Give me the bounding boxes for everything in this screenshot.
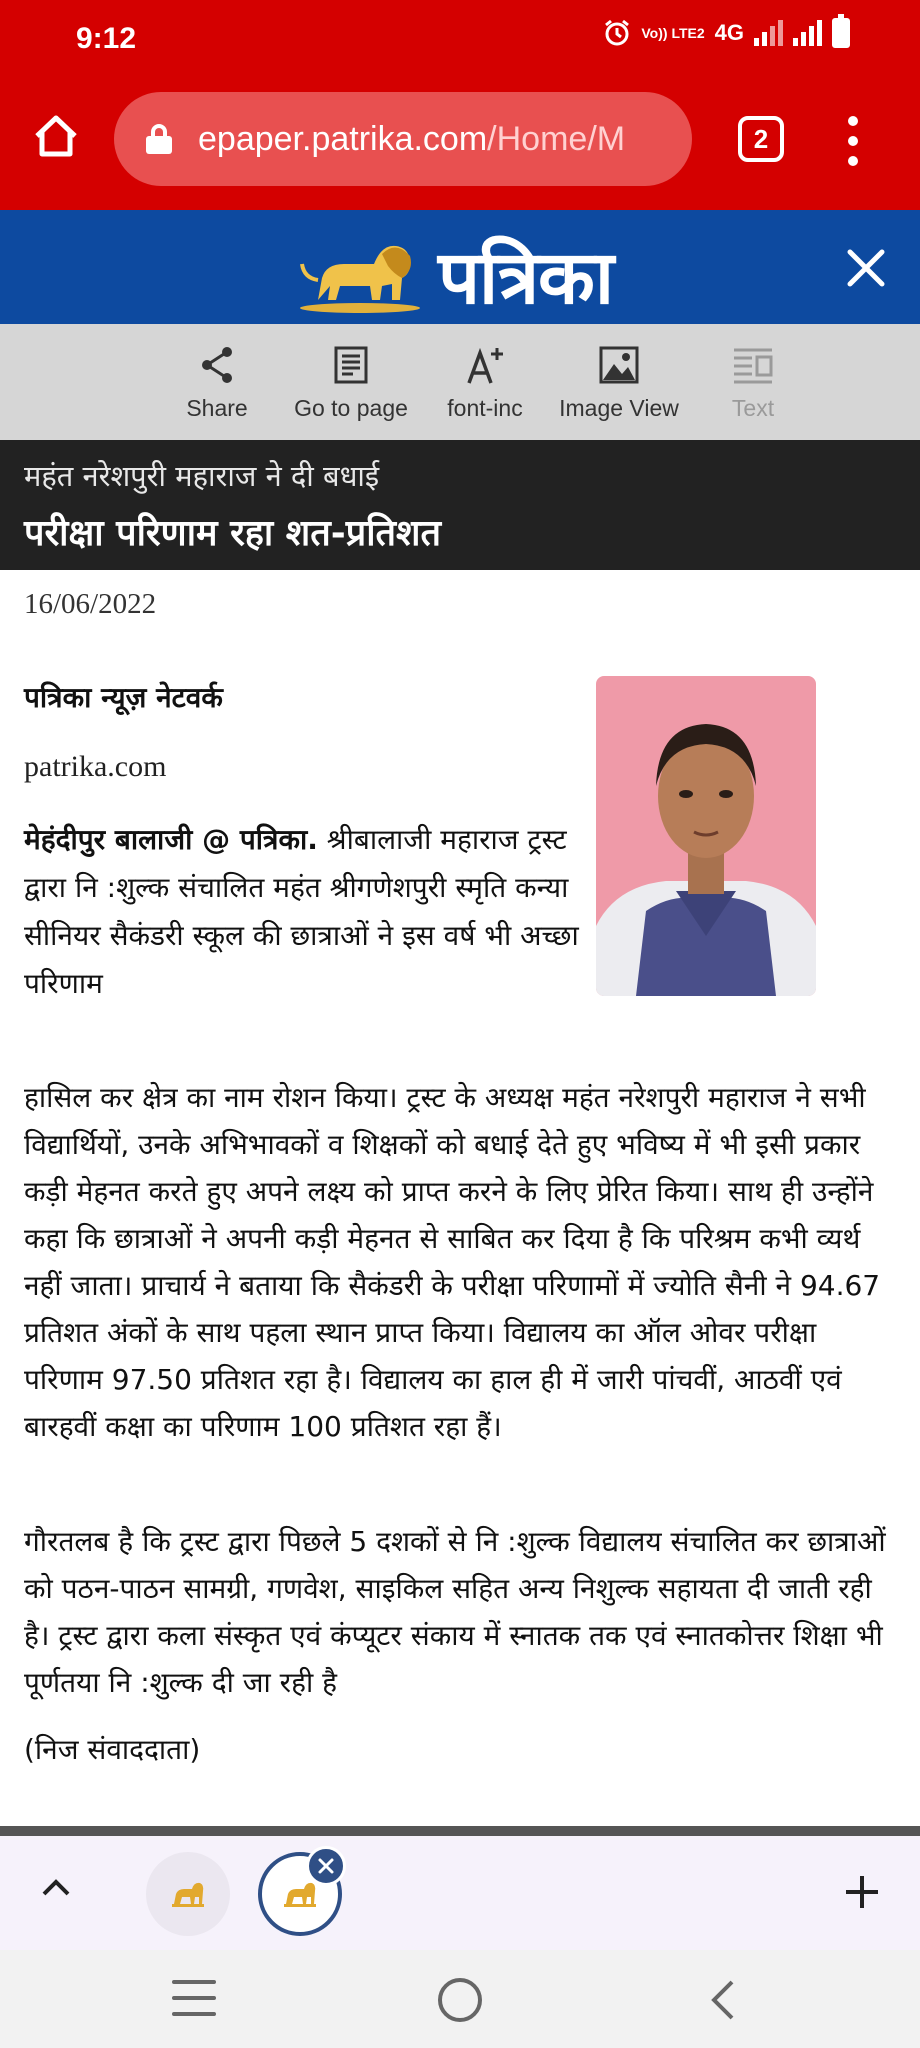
article-signoff: (निज संवाददाता) xyxy=(24,1733,201,1766)
address-bar[interactable] xyxy=(114,92,692,186)
network-label: 4G xyxy=(714,20,744,45)
status-time: 9:12 xyxy=(76,22,137,55)
patrika-logo[interactable] xyxy=(296,224,613,325)
student-portrait-image xyxy=(596,676,816,996)
share-icon xyxy=(199,345,235,385)
signal-icon xyxy=(754,20,783,46)
close-tab-button[interactable] xyxy=(306,1846,346,1886)
tab-thumbnail[interactable] xyxy=(146,1852,230,1936)
share-button[interactable]: Share xyxy=(150,324,284,440)
reader-toolbar xyxy=(0,324,920,440)
battery-icon xyxy=(832,18,850,48)
article-paragraph: हासिल कर क्षेत्र का नाम रोशन किया। ट्रस्ट के अध्यक्ष महंत नरेशपुरी महाराज ने सभी विद्यार्थियों, उनके अभिभावकों व शिक्षकों को बधाई देते हुए भविष्य में भी इसी प्रकार कड़ी मेहनत करते हुए अपने लक्ष्य को प्राप्त करने के लिए प्रेरित किया। साथ ही उन्होंने कहा कि छात्राओं ने अपनी कड़ी मेहनत से साबित कर दिया है कि परिश्रम कभी व्यर्थ नहीं जाता। प्राचार्य ने बताया कि सैकंडरी के परीक्षा परिणामों में ज्योति सैनी ने 94.67 प्रतिशत अंकों के साथ पहला स्थान प्राप्त किया। विद्यालय का ऑल ओवर परीक्षा परिणाम 97.50 प्रतिशत रहा है। विद्यालय का हाल ही में जारी पांचवीं, आठवीं एवं बारहवीं कक्षा का परिणाम 100 प्रतिशत रहा हैं। xyxy=(24,1081,881,1443)
article-dateline: मेहंदीपुर बालाजी @ पत्रिका. xyxy=(24,823,318,856)
brand-name: पत्रिका xyxy=(438,235,614,321)
lock-icon xyxy=(146,124,172,154)
home-button[interactable] xyxy=(28,108,84,164)
go-to-page-button[interactable]: Go to page xyxy=(284,324,418,440)
close-icon[interactable] xyxy=(844,246,888,290)
page-icon xyxy=(333,345,369,385)
text-icon xyxy=(732,346,774,384)
text-view-button[interactable]: Text xyxy=(686,324,820,440)
article-paragraph: गौरतलब है कि ट्रस्ट द्वारा पिछले 5 दशकों से नि :शुल्क विद्यालय संचालित कर छात्राओं को पठन-पाठन सामग्री, गणवेश, साइकिल सहित अन्य निशुल्क सहायता दी जाती रही है। ट्रस्ट द्वारा कला संस्कृत एवं कंप्यूटर संकाय में स्नातक तक एवं स्नातकोत्तर शिक्षा भी पूर्णतया नि :शुल्क दी जा रही है xyxy=(24,1525,886,1699)
article-headline: परीक्षा परिणाम रहा शत-प्रतिशत xyxy=(24,513,442,554)
url-text[interactable]: epaper.patrika.com/Home/M xyxy=(198,119,626,158)
recents-icon[interactable] xyxy=(172,1980,216,2016)
home-nav-icon[interactable] xyxy=(438,1978,482,2022)
brand-bar xyxy=(0,210,920,324)
image-view-button[interactable]: Image View xyxy=(552,324,686,440)
volte-label: Vo)) LTE2 xyxy=(641,25,705,41)
student-photo xyxy=(596,676,816,996)
image-icon xyxy=(599,346,639,384)
lion-favicon-icon xyxy=(282,1880,318,1908)
article-byline: पत्रिका न्यूज़ नेटवर्क xyxy=(24,681,223,714)
article-lead xyxy=(24,816,580,1008)
new-tab-plus-icon[interactable] xyxy=(842,1872,882,1912)
tab-group-strip xyxy=(0,1836,920,1950)
signal-icon xyxy=(793,20,822,46)
back-icon[interactable] xyxy=(708,1978,738,2022)
status-icons xyxy=(603,18,850,48)
home-icon xyxy=(33,114,79,158)
article-site: patrika.com xyxy=(24,750,167,783)
divider xyxy=(0,1826,920,1836)
article-lead-text: श्रीबालाजी महाराज ट्रस्ट द्वारा नि :शुल्क संचालित महंत श्रीगणेशपुरी स्मृति कन्या सीनियर सैकंडरी स्कूल की छात्राओं ने इस वर्ष भी अच्छा परिणाम xyxy=(24,823,579,1000)
font-increase-button[interactable]: font-inc xyxy=(418,324,552,440)
article-kicker: महंत नरेशपुरी महाराज ने दी बधाई xyxy=(24,459,380,493)
article-header xyxy=(0,440,920,570)
alarm-icon xyxy=(603,19,631,47)
close-icon xyxy=(317,1857,335,1875)
chevron-up-icon[interactable] xyxy=(38,1876,74,1900)
lion-favicon-icon xyxy=(170,1880,206,1908)
lion-logo-icon xyxy=(296,234,424,316)
more-menu-icon[interactable] xyxy=(838,116,868,166)
tab-switcher-button[interactable]: 2 xyxy=(738,116,784,162)
font-increase-icon xyxy=(465,345,505,385)
article-date: 16/06/2022 xyxy=(24,588,157,620)
